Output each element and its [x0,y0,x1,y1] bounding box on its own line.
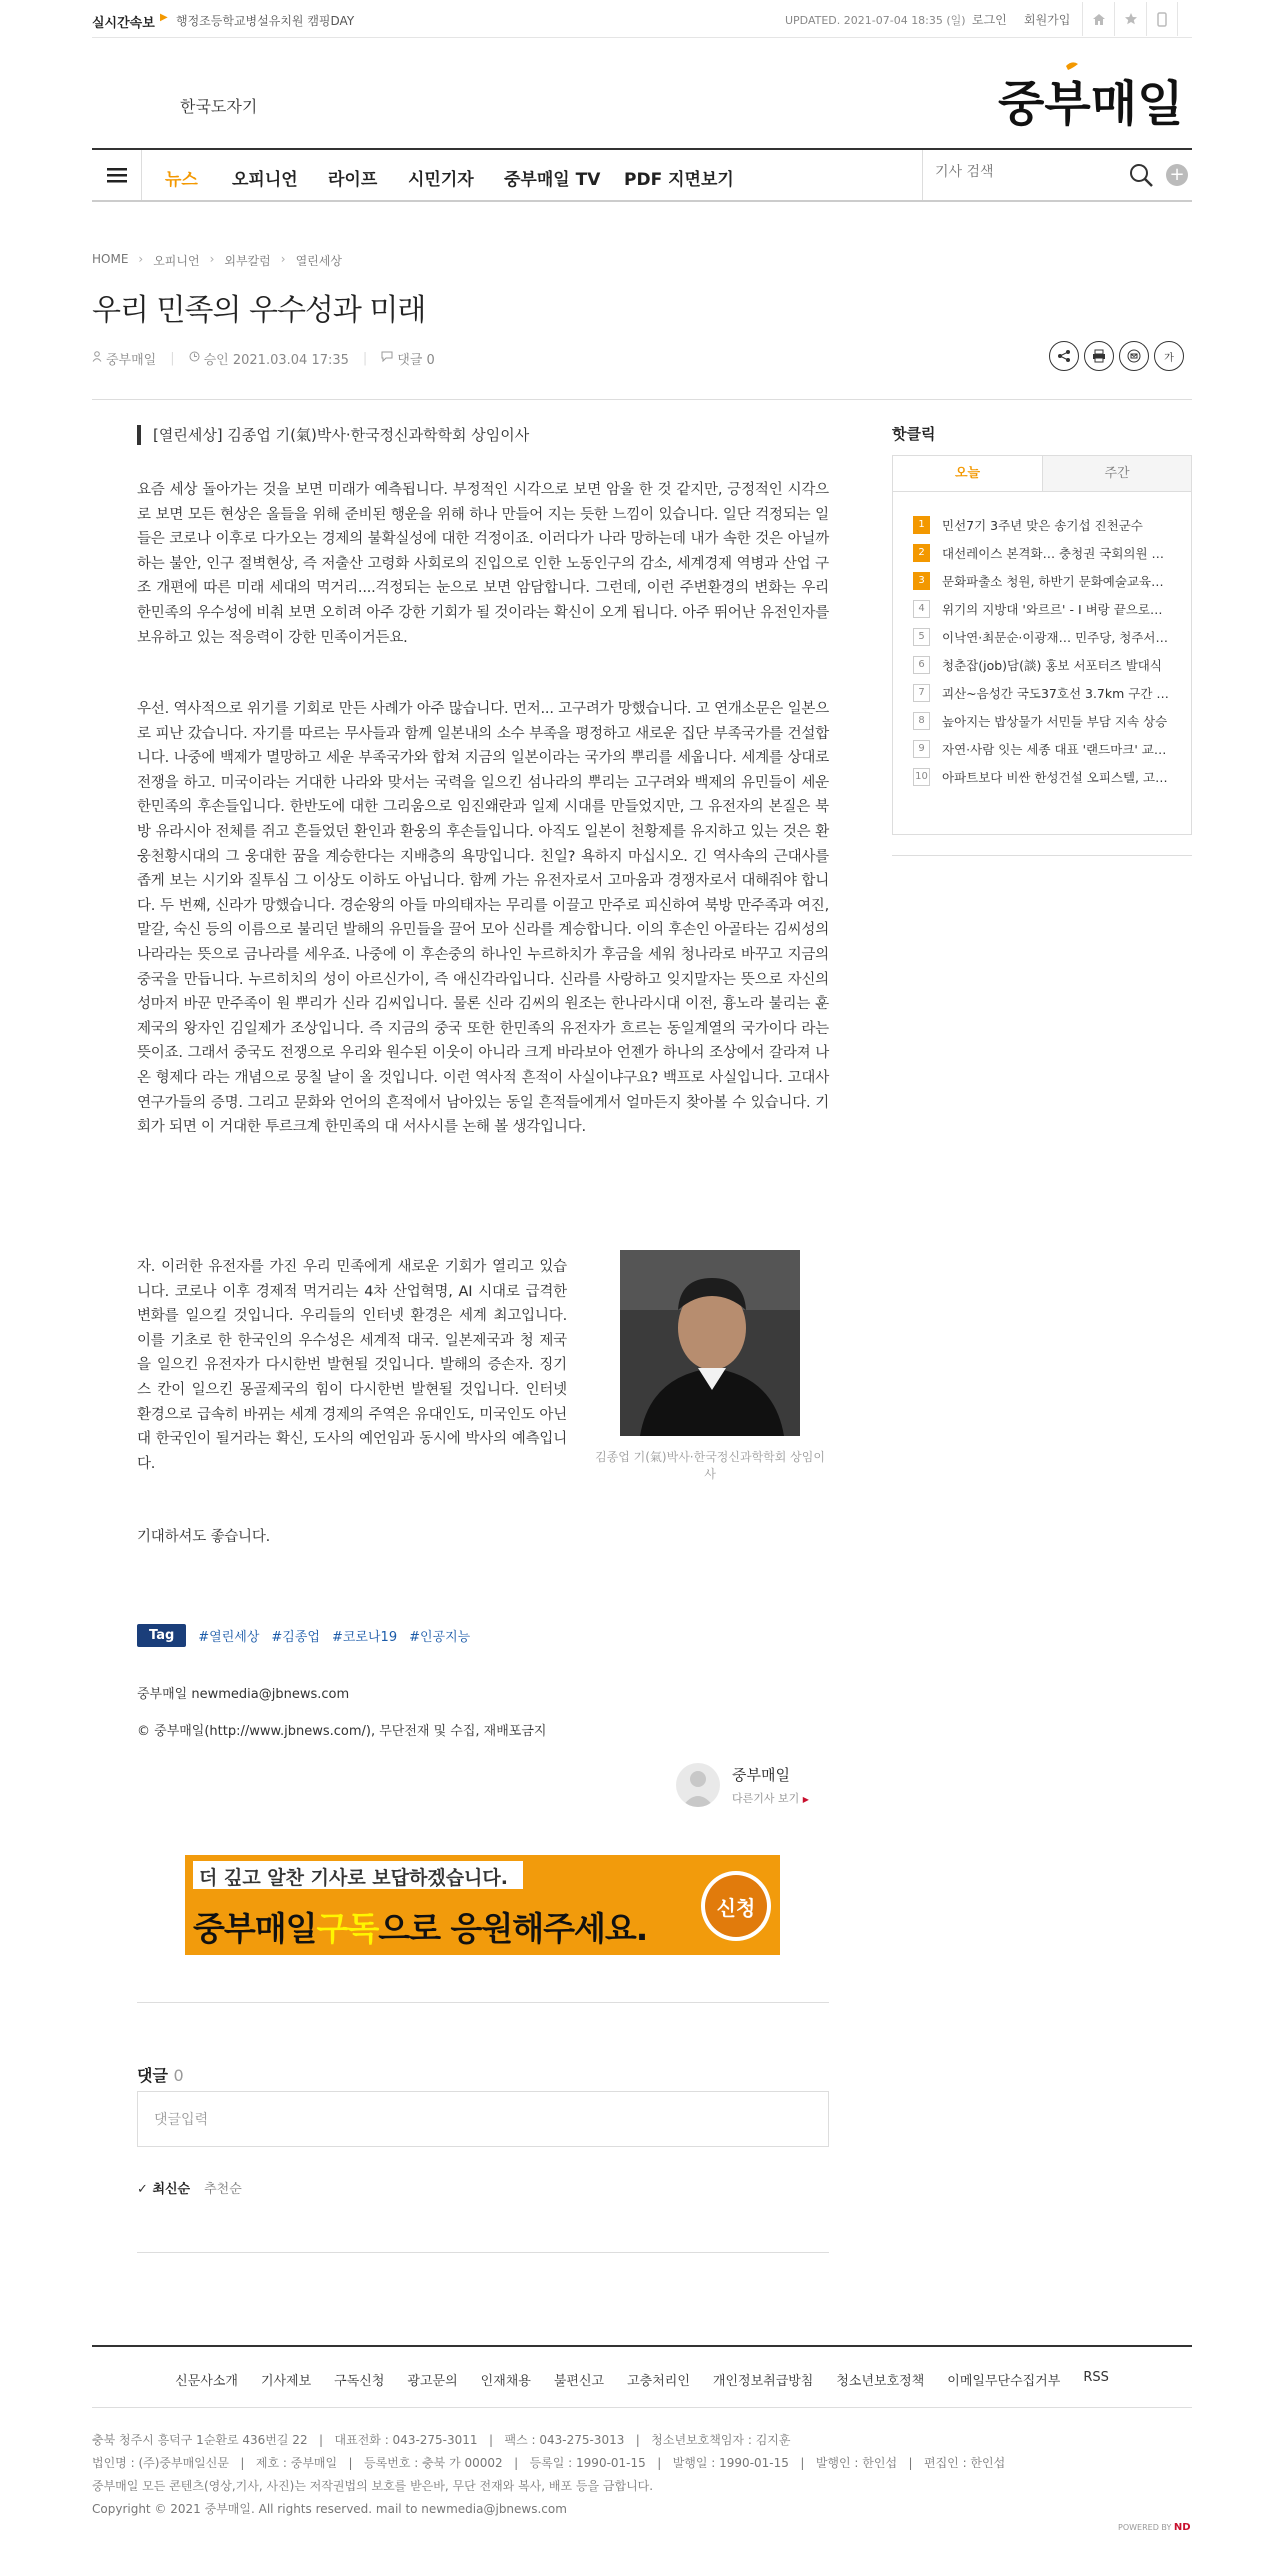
tag-link[interactable]: #김종업 [271,1630,320,1645]
tag-link[interactable]: #코로나19 [331,1630,398,1645]
footer-link[interactable]: 신문사소개 [175,2374,238,2389]
chevron-right-icon: › [209,252,215,266]
list-item[interactable]: 6 청춘잡(job)담(談) 홍보 서포터즈 발대식 [913,654,1183,676]
reporter-email: 중부매일 newmedia@jbnews.com [137,1687,350,1702]
tag-link[interactable]: #열린세상 [198,1630,260,1645]
hamburger-menu-icon[interactable] [92,150,142,200]
author-more-link[interactable]: 다른기사 보기 ▶ [732,1792,809,1805]
svg-text:중부매일: 중부매일 [998,76,1184,130]
list-item[interactable]: 5 이낙연·최문순·이광재… 민주당, 청주서… [913,626,1183,648]
email-icon[interactable] [1119,341,1149,371]
article-approved-date: 승인 2021.03.04 17:35 [203,353,349,368]
article-paragraph: 기대하셔도 좋습니다. [137,1529,271,1545]
login-link[interactable]: 로그인 [972,13,1007,27]
nav-item-citizen-reporter[interactable]: 시민기자 [408,170,474,190]
banner-headline: 중부매일구독으로 응원해주세요. [193,1909,648,1948]
list-item[interactable]: 10 아파트보다 비싼 한성건설 오피스텔, 고… [913,766,1183,788]
divider [892,855,1192,856]
author-photo[interactable] [620,1250,800,1436]
list-item[interactable]: 7 괴산~음성간 국도37호선 3.7km 구간 … [913,682,1183,704]
list-item[interactable]: 3 문화파출소 청원, 하반기 문화예술교육… [913,570,1183,592]
footer-link[interactable]: 기사제보 [260,2374,312,2389]
caret-right-icon: ▶ [160,12,168,23]
tag-list [137,1624,470,1647]
article-paragraph: 자. 이러한 유전자를 가진 우리 민족에게 새로운 기회가 열리고 있습니다. 코로나 이후 경제적 먹거리는 4차 산업혁명, AI 시대로 급격한 변화를 일으킬 것입니다. 우리들의 인터넷 환경은 세계 최고입니다. 이를 기초로 한 한국인의 우수성은 세계적 대국. 일본제국과 청 제국을 일으킨 유전자가 다시한번 발현될 것입니다. 발해의 증손자. 징기스 칸이 일으킨 몽골제국의 힘이 다시한번 발현될 것입니다. 인터넷 환경으로 급속히 바뀌는 세계 경제의 주역은 유대인도, 미국인도 아닌 대 한국인이 될거라는 확신, 도사의 예언임과 동시에 박사의 예측입니다. [137,1259,567,1472]
article-meta: 중부매일 | 승인 2021.03.04 17:35 | 댓글 0 [92,349,435,368]
footer-link[interactable]: 불편신고 [553,2374,605,2389]
header-subtitle[interactable]: 한국도자기 [180,97,258,116]
breaking-news-headline[interactable]: 행정조등학교병설유치원 캠핑DAY [176,14,355,28]
sort-latest[interactable]: ✓ 최신순 [137,2182,191,2197]
footer-link[interactable]: 인재채용 [480,2374,531,2389]
article-subtitle: [열린세상] 김종업 기(氣)박사·한국정신과학학회 상임이사 [137,425,529,445]
copyright-notice: © 중부매일(http://www.jbnews.com/), 무단전재 및 수집, 재배포금지 [137,1724,547,1739]
footer-link[interactable]: 구독신청 [334,2374,385,2389]
tab-week[interactable]: 주간 [1042,456,1191,492]
search-area [922,150,1192,200]
comment-input[interactable]: 댓글입력 [137,2091,829,2147]
nav-item-tv[interactable]: 중부매일 TV [504,170,601,190]
comment-icon [381,351,393,366]
footer-divider [92,2407,1192,2408]
author-box-name[interactable]: 중부매일 [732,1766,790,1784]
subscribe-banner[interactable] [185,1855,780,1955]
top-bar [92,0,1192,38]
comment-sort [137,2178,242,2197]
main-nav [92,148,1192,202]
hot-click-title: 핫클릭 [892,425,936,443]
share-icon[interactable] [1049,341,1079,371]
footer-link[interactable]: 광고문의 [407,2374,458,2389]
search-input[interactable] [935,164,1105,180]
article-comment-count[interactable]: 댓글 0 [397,353,435,368]
list-item[interactable]: 2 대선레이스 본격화… 충청권 국회의원 … [913,542,1183,564]
nav-item-news[interactable]: 뉴스 [165,170,198,190]
list-item[interactable]: 9 자연·사람 잇는 세종 대표 '랜드마크' 교… [913,738,1183,760]
plus-icon[interactable]: + [1166,164,1188,186]
tag-label: Tag [137,1624,186,1647]
nav-item-opinion[interactable]: 오피니언 [232,170,298,190]
avatar[interactable] [676,1763,720,1807]
divider [137,2252,829,2253]
footer-links [92,2370,1192,2389]
subscribe-button[interactable]: 신청 [705,1875,767,1937]
photo-caption: 김종업 기(氣)박사·한국정신과학학회 상임이사 [595,1450,825,1481]
breadcrumb-opinion[interactable]: 오피니언 [153,254,200,268]
site-logo[interactable] [998,60,1198,130]
check-icon: ✓ [137,2182,148,2197]
nav-item-pdf[interactable]: PDF 지면보기 [624,170,734,190]
nav-item-life[interactable]: 라이프 [328,170,378,190]
breadcrumb-home[interactable]: HOME [92,252,129,266]
star-icon[interactable] [1114,2,1146,36]
list-item[interactable]: 8 높아지는 밥상물가 서민들 부담 지속 상승 [913,710,1183,732]
tag-link[interactable]: #인공지능 [409,1630,471,1645]
footer-company-info: 법인명 : (주)중부매일신문 | 제호 : 중부매일 | 등록번호 : 충북 가 00002 | 등록일 : 1990-01-15 | 발행일 : 1990-01-15 | 발행인 : 한인섭 | 편집인 : 한인섭 [92,2456,1006,2470]
comments-title: 댓글 0 [137,2066,184,2085]
divider [92,399,1192,400]
print-icon[interactable] [1084,341,1114,371]
chevron-right-icon: › [138,252,144,266]
subscribe-circle[interactable] [701,1871,771,1941]
hot-click-box [892,455,1192,835]
footer-copyright: Copyright © 2021 중부매일. All rights reserved. mail to newmedia@jbnews.com [92,2502,567,2516]
font-size-icon[interactable]: 가 [1154,341,1184,371]
updated-timestamp: UPDATED. 2021-07-04 18:35 (일) [785,14,966,27]
banner-tagline: 더 깊고 알찬 기사로 보답하겠습니다. [199,1867,508,1889]
breadcrumb [92,252,342,269]
footer-link[interactable]: 이메일무단수집거부 [947,2374,1061,2389]
home-icon[interactable] [1082,2,1114,36]
tab-today[interactable]: 오늘 [893,456,1042,492]
search-icon[interactable] [1128,162,1154,188]
footer-address: 충북 청주시 흥덕구 1순환로 436번길 22 | 대표전화 : 043-275-3011 | 팩스 : 043-275-3013 | 청소년보호책임자 : 김지훈 [92,2433,791,2447]
footer-copyright-notice: 중부매일 모든 콘텐츠(영상,기사, 사진)는 저작권법의 보호를 받은바, 무단 전재와 복사, 배포 등을 금합니다. [92,2479,654,2493]
article-paragraph: 요즘 세상 돌아가는 것을 보면 미래가 예측됩니다. 부정적인 시각으로 보면 암울 한 것 같지만, 긍정적인 시각으로 보면 모든 현상은 올들을 위해 준비된 행운을 위해 하나 만들어 지는 듯한 느낌이 있습니다. 일단 걱정되는 일들은 코로나 이후로 다가오는 경제의 불확실성에 대한 걱정이죠. 이러다가 나라 망하는데 내가 속한 것은 아닐까 하는 불안, 인구 절벽현상, 즉 저출산 고령화 사회로의 진입으로 인한 노동인구의 감소, 세계경제 역병과 산업 구조 개편에 따른 미래 세대의 먹거리....걱정되는 눈으로 보면 암담합니다. 그런데, 이런 주변환경의 변화는 우리 한민족의 우수성에 비춰 보면 오히려 아주 강한 기회가 될 것이라는 확신이 오게 됩니다. 아주 뛰어난 유전인자를 보유하고 있는 적응력이 강한 민족이거든요. [137,482,829,646]
join-link[interactable]: 회원가입 [1024,13,1071,27]
breadcrumb-section[interactable]: 열린세상 [295,254,342,268]
article-author: 중부매일 [106,353,157,368]
article-paragraph: 우선. 역사적으로 위기를 기회로 만든 사례가 아주 많습니다. 먼저... 고구려가 망했습니다. 고 연개소문은 일본으로 피난 갔습니다. 자기를 따르는 무사들과 함께 일본내의 소수 부족을 평정하고 새로운 집단 부족국가를 건설합니다. 나중에 백제가 멸망하고 세운 부족국가와 합쳐 지금의 일본이라는 국가의 뿌리를 세웁니다. 세계를 상대로 전쟁을 하고. 미국이라는 거대한 나라와 맞서는 국력을 일으킨 섬나라의 뿌리는 고구려와 백제의 유민들이 세운 한민족의 후손들입니다. 한반도에 대한 그리움으로 임진왜란과 일제 시대를 만들었지만, 그 유전자의 본질은 북방 유라시아 전체를 쥐고 흔들었던 환인과 환웅의 후손들입니다. 아직도 일본이 천황제를 유지하고 있는 것은 환웅천황시대의 그 웅대한 꿈을 계승한다는 지배층의 욕망입니다. 친일? 욕하지 마십시오. 긴 역사속의 근대사를 좁게 보는 시기와 질투심 그 이상도 이하도 아닙니다. 함께 가는 유전자로서 고마움과 경쟁자로서 대해줘야 합니다. 두 번째, 신라가 망했습니다. 경순왕의 아들 마의태자는 무리를 이끌고 만주로 피신하여 북방 만주족과 여진, 말갈, 숙신 등의 이름으로 불리던 발해의 유민들을 끌어 모아 신라를 계승합니다. 이의 후손인 아골타는 김씨성의 나라라는 뜻으로 금나라를 세우죠. 나중에 이 후손중의 하나인 누르하치가 후금을 세워 청나라로 바꾸고 지금의 중국을 만듭니다. 누르히치의 성이 아르신가이, 즉 애신각라입니다. 신라를 사랑하고 잊지말자는 뜻으로 자신의 성마저 바꾼 만주족이 원 뿌리가 신라 김씨입니다. 물론 신라 김씨의 원조는 한나라시대 이전, 흉노라 불리는 훈 제국의 왕자인 김일제가 조상입니다. 즉 지금의 중국 또한 한민족의 유전자가 흐르는 동일계열의 국가이다 라는 뜻이죠. 그래서 중국도 전쟁으로 우리와 원수된 이웃이 아니라 크게 바라보아 언젠가 하나의 조상에서 갈라져 나온 형제다 라는 개념으로 뭉칠 날이 올 것입니다. 이런 역사적 흔적이 사실이냐구요? 백프로 사실입니다. 고대사 연구가들의 증명. 그리고 문화와 언어의 흔적에서 남아있는 동일 흔적들에게서 얼마든지 찾아볼 수 있습니다. 기회가 되면 이 거대한 투르크계 한민족의 대 서사시를 논해 볼 생각입니다. [137,701,829,1136]
footer-link[interactable]: RSS [1083,2370,1109,2385]
mobile-icon[interactable] [1146,2,1178,36]
breaking-news-label: 실시간속보 [92,16,155,31]
list-item[interactable]: 4 위기의 지방대 '와르르' - Ⅰ 벼랑 끝으로… [913,598,1183,620]
chevron-right-icon: › [280,252,286,266]
footer-divider [92,2345,1192,2347]
footer-link[interactable]: 고충처리인 [627,2374,690,2389]
breadcrumb-column[interactable]: 외부칼럼 [224,254,271,268]
list-item[interactable]: 1 민선7기 3주년 맞은 송기섭 진천군수 [913,514,1183,536]
sort-recommend[interactable]: 추천순 [204,2182,242,2197]
clock-icon [189,351,200,366]
footer-link[interactable]: 개인정보취급방침 [712,2374,814,2389]
user-icon [92,351,102,366]
footer-link[interactable]: 청소년보호정책 [836,2374,925,2389]
article-title: 우리 민족의 우수성과 미래 [92,293,426,328]
divider [137,2002,829,2003]
powered-by: POWERED BY ND [1118,2522,1191,2533]
